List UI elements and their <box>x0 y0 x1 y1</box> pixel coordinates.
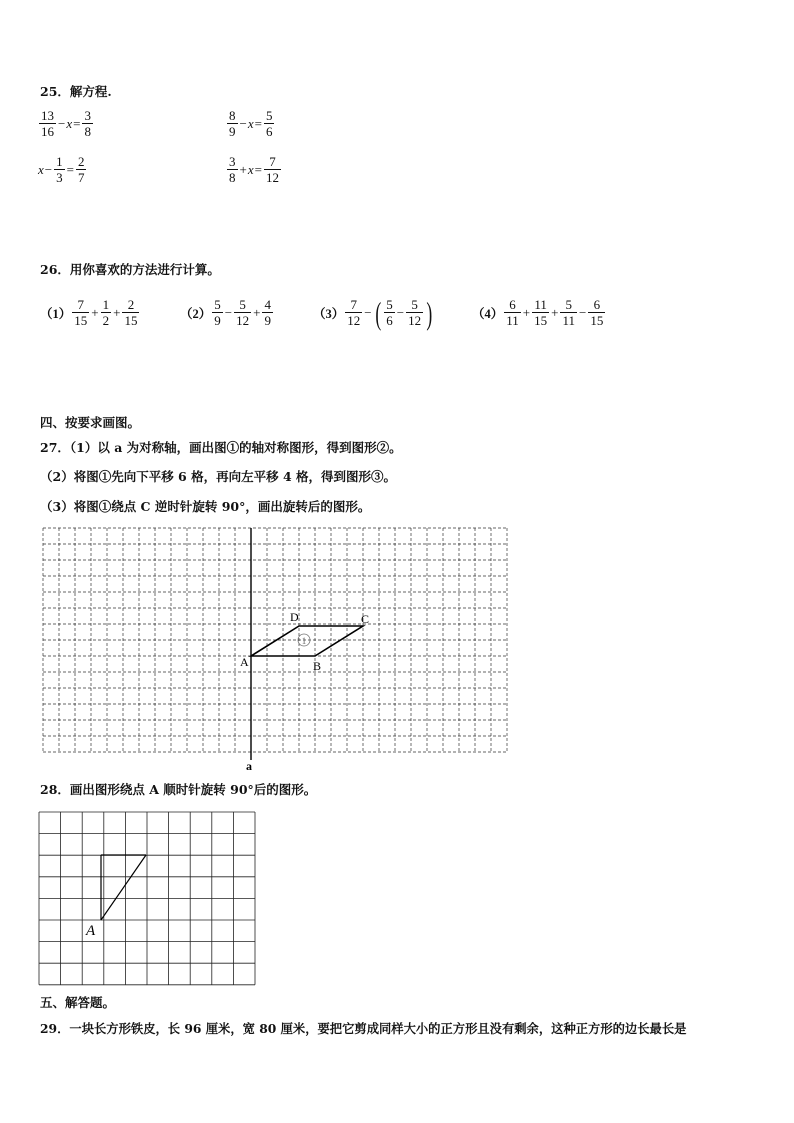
q26-problem-1: （1） $\frac{7}{15}$ + $\frac{1}{2}$ + $\frac{2}{15}$ <box>40 297 138 328</box>
point-c-label: C <box>361 612 370 626</box>
q27-line-1: 27．（1）以 a 为对称轴，画出图①的轴对称图形，得到图形②。 <box>40 440 402 455</box>
right-paren: ) <box>426 294 433 331</box>
q26-problem-3: （3） $\frac{7}{12}$ − ( $\frac{5}{6}$ − $\frac{5}{12}$ ) <box>313 294 433 331</box>
q26-title: 26．用你喜欢的方法进行计算。 <box>40 262 220 277</box>
shape-1-number: 1 <box>301 636 307 646</box>
q29-text: 29．一块长方形铁皮，长 96 厘米，宽 80 厘米，要把它剪成同样大小的正方形且没有剩余，这种正方形的边长最长是 <box>40 1021 687 1036</box>
q27-dashed-grid <box>43 528 507 752</box>
q28-title: 28．画出图形绕点 A 顺时针旋转 90°后的图形。 <box>40 782 317 797</box>
point-b-label: B <box>313 659 322 673</box>
section-4-heading: 四、按要求画图。 <box>40 415 141 430</box>
q27-line-3: （3）将图①绕点 C 逆时针旋转 90°，画出旋转后的图形。 <box>40 499 371 514</box>
point-d-label: D <box>290 610 299 624</box>
q26-problem-4: （4） $\frac{6}{11}$ + $\frac{11}{15}$ + $\frac{5}{11}$ − $\frac{6}{15}$ <box>472 297 604 328</box>
q28-segment-diagonal <box>101 855 146 920</box>
q28-point-a-label: A <box>86 923 96 939</box>
point-a-label: A <box>240 655 249 669</box>
axis-a-label: a <box>246 759 252 773</box>
q25-eq2: $\frac{8}{9}$ − x = $\frac{5}{6}$ <box>229 108 273 139</box>
q25-eq1: $\frac{13}{16}$ − x = $\frac{3}{8}$ <box>41 108 91 139</box>
q25-eq3: x − $\frac{1}{3}$ = $\frac{2}{7}$ <box>38 154 85 185</box>
q26-problem-2: （2） $\frac{5}{9}$ − $\frac{5}{12}$ + $\frac{4}{9}$ <box>180 297 271 328</box>
q27-line-2: （2）将图①先向下平移 6 格，再向左平移 4 格，得到图形③。 <box>40 469 397 484</box>
q28-solid-grid <box>39 812 255 985</box>
q25-eq4: $\frac{3}{8}$ + x = $\frac{7}{12}$ <box>229 154 279 185</box>
left-paren: ( <box>375 294 381 331</box>
q25-title: 25．解方程. <box>40 84 112 99</box>
parallelogram-shape-1 <box>251 626 363 656</box>
section-5-heading: 五、解答题。 <box>40 995 116 1010</box>
